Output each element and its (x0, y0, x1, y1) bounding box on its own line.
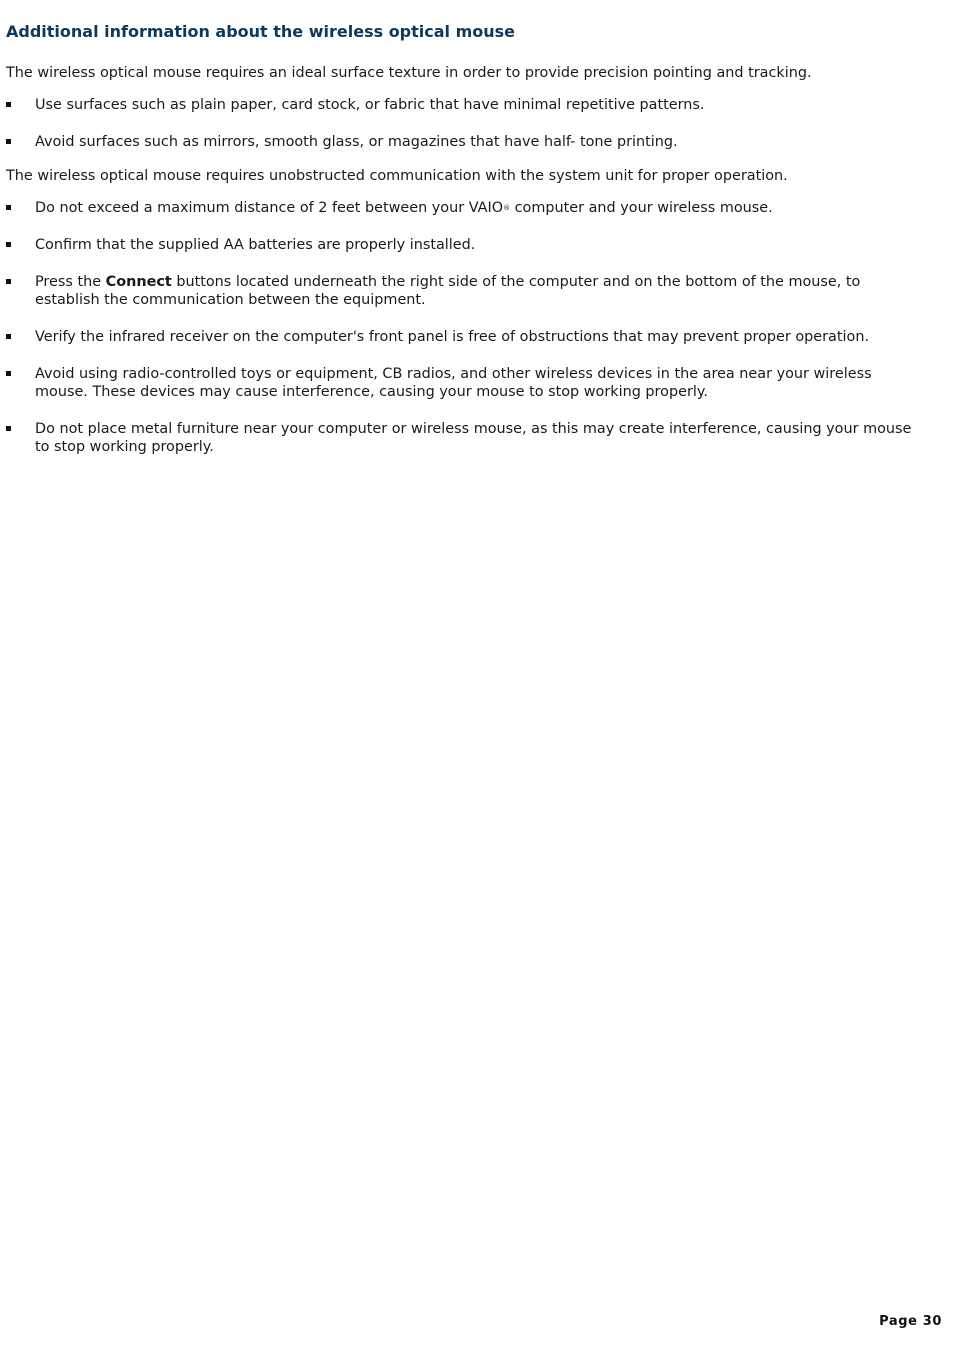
list-item-text: Use surfaces such as plain paper, card stock, or fabric that have minimal repetitive patterns. (35, 97, 705, 113)
bullet-icon (6, 139, 11, 144)
list-item-text: Avoid using radio-controlled toys or equipment, CB radios, and other wireless devices in the area near your wireless mouse. These devices may cause interference, causing your mouse to stop working properly. (35, 366, 872, 400)
list-item (6, 96, 926, 114)
list-item-text: Do not place metal furniture near your computer or wireless mouse, as this may create interference, causing your mouse to stop working properly. (35, 421, 912, 455)
list-item-text (35, 274, 860, 308)
bullet-icon (6, 242, 11, 247)
list-item (6, 133, 926, 151)
list-item-text: Avoid surfaces such as mirrors, smooth glass, or magazines that have half- tone printing. (35, 134, 678, 150)
registered-mark: ® (503, 204, 511, 212)
surface-intro: The wireless optical mouse requires an ideal surface texture in order to provide precision pointing and tracking. (6, 65, 812, 81)
list-item (6, 199, 926, 217)
text-run: buttons located underneath the right side of the computer and on the bottom of the mouse, to establish the communication between the equipment. (35, 274, 861, 308)
text-run: Press the (35, 274, 106, 290)
list-item-text: Verify the infrared receiver on the computer's front panel is free of obstructions that may prevent proper operation. (35, 329, 870, 345)
list-item-text (35, 200, 773, 216)
bullet-icon (6, 334, 11, 339)
page-number: Page 30 (879, 1314, 942, 1329)
surface-list (6, 96, 926, 151)
bullet-icon (6, 371, 11, 376)
list-item (6, 328, 926, 346)
connect-bold-text: Connect (105, 274, 172, 290)
bullet-icon (6, 102, 11, 107)
bullet-icon (6, 426, 11, 431)
list-item (6, 236, 926, 254)
list-item (6, 420, 926, 456)
list-item (6, 365, 926, 401)
list-item-text: Confirm that the supplied AA batteries are properly installed. (35, 237, 476, 253)
text-run: Do not exceed a maximum distance of 2 feet between your VAIO (35, 200, 504, 216)
text-run: computer and your wireless mouse. (510, 200, 773, 216)
communication-list (6, 199, 926, 456)
list-item (6, 273, 926, 309)
bullet-icon (6, 205, 11, 210)
communication-intro: The wireless optical mouse requires unobstructed communication with the system unit for proper operation. (6, 168, 788, 184)
page-title: Additional information about the wireless optical mouse (6, 22, 516, 41)
document-page (6, 22, 926, 472)
bullet-icon (6, 279, 11, 284)
